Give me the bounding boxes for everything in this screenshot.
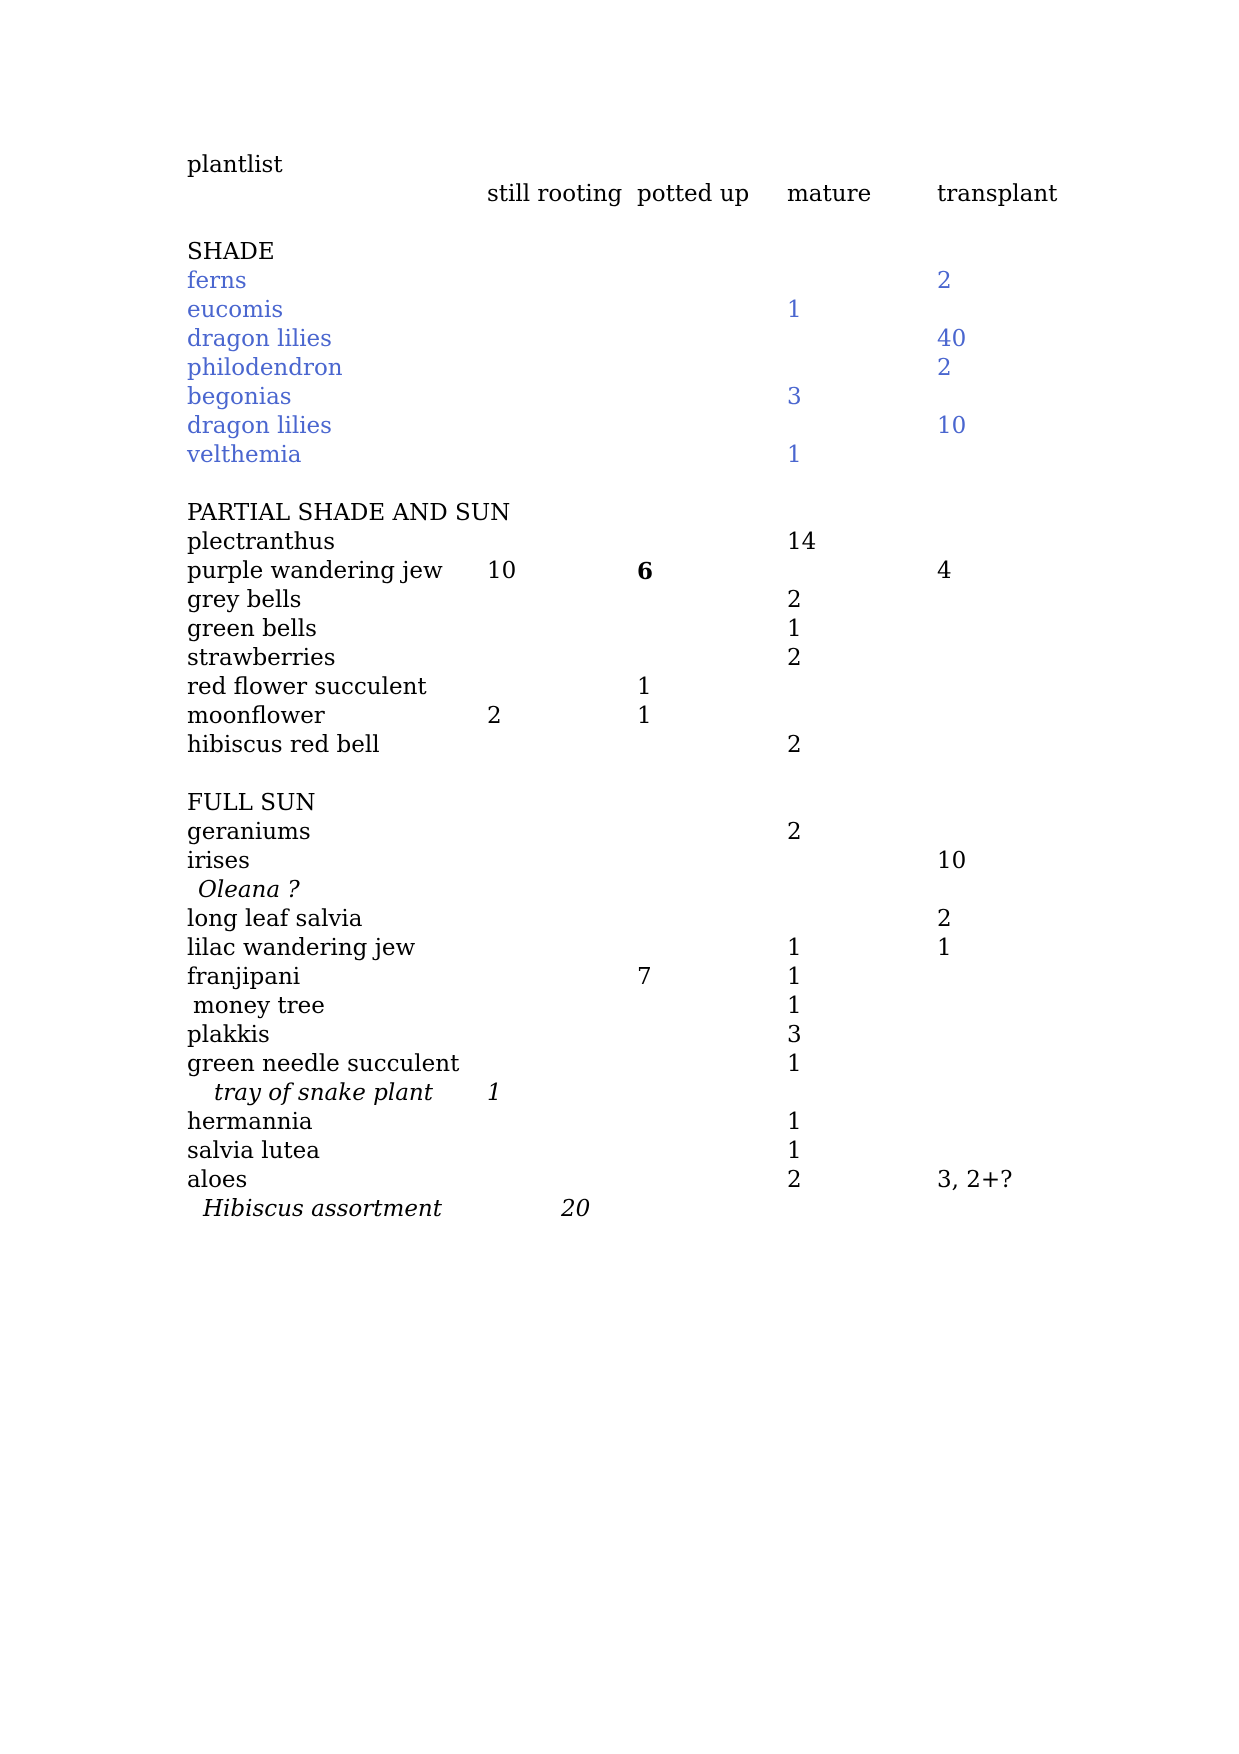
mature-count: 3 [787,384,802,410]
plant-name: dragon lilies [187,326,332,352]
table-row [0,818,1239,847]
plant-name: Hibiscus assortment [203,1196,442,1222]
mature-count: 2 [787,1167,802,1193]
still-rooting-count: 1 [487,1080,502,1106]
plant-name: grey bells [187,587,302,613]
mature-count: 1 [787,1051,802,1077]
table-row [0,586,1239,615]
table-row [0,963,1239,992]
mature-count: 2 [787,587,802,613]
transplant-count: 2 [937,906,952,932]
table-row [0,876,1239,905]
plant-name: green needle succulent [187,1051,460,1077]
table-row [0,1166,1239,1195]
table-row [0,992,1239,1021]
table-row [0,528,1239,557]
plant-name: hermannia [187,1109,313,1135]
mature-count: 1 [787,1138,802,1164]
table-row [0,1195,1239,1224]
transplant-count: 2 [937,268,952,294]
plant-name: franjipani [187,964,301,990]
transplant-count: 10 [937,413,967,439]
transplant-count: 4 [937,558,952,584]
transplant-count: 40 [937,326,967,352]
plant-name: plectranthus [187,529,336,555]
plant-name: irises [187,848,250,874]
potted-up-count: 1 [637,674,652,700]
plant-name: purple wandering jew [187,558,443,584]
section-heading: PARTIAL SHADE AND SUN [187,500,511,526]
plant-name: philodendron [187,355,343,381]
plant-name: salvia lutea [187,1138,320,1164]
transplant-count: 2 [937,355,952,381]
table-row [0,934,1239,963]
table-row [0,1050,1239,1079]
section-heading: SHADE [187,239,275,265]
table-row [0,1021,1239,1050]
table-row [0,1137,1239,1166]
plant-name: eucomis [187,297,284,323]
potted-up-count: 1 [637,703,652,729]
plant-name: long leaf salvia [187,906,363,932]
column-header-row [0,180,1239,209]
table-row [0,905,1239,934]
plant-name: Oleana ? [198,877,300,903]
section-heading: FULL SUN [187,790,316,816]
document-title: plantlist [187,152,283,178]
table-row [0,644,1239,673]
still-rooting-count: 10 [487,558,517,584]
mature-count: 2 [787,645,802,671]
plant-name: hibiscus red bell [187,732,380,758]
section-heading-shade [0,238,1239,267]
still-rooting-count: 20 [561,1196,591,1222]
mature-count: 2 [787,732,802,758]
mature-count: 1 [787,935,802,961]
transplant-count: 3, 2+? [937,1167,1013,1193]
table-row [0,615,1239,644]
table-row [0,354,1239,383]
plant-name: aloes [187,1167,248,1193]
table-row [0,412,1239,441]
mature-count: 1 [787,616,802,642]
header-transplant: transplant [937,181,1058,207]
transplant-count: 10 [937,848,967,874]
header-still-rooting: still rooting [487,181,623,207]
table-row [0,1079,1239,1108]
table-row [0,673,1239,702]
mature-count: 1 [787,1109,802,1135]
plant-name: moonflower [187,703,325,729]
transplant-count: 1 [937,935,952,961]
plant-name: red flower succulent [187,674,427,700]
table-row [0,702,1239,731]
plant-name: lilac wandering jew [187,935,416,961]
mature-count: 14 [787,529,817,555]
table-row [0,731,1239,760]
table-row [0,557,1239,586]
table-row [0,267,1239,296]
table-row [0,1108,1239,1137]
table-row [0,847,1239,876]
plant-name: plakkis [187,1022,270,1048]
plant-name: strawberries [187,645,336,671]
section-heading-full-sun [0,789,1239,818]
mature-count: 1 [787,993,802,1019]
table-row [0,441,1239,470]
potted-up-count: 7 [637,964,652,990]
table-row [0,296,1239,325]
mature-count: 1 [787,297,802,323]
title-line [0,151,1239,180]
plant-name: velthemia [187,442,302,468]
potted-up-count: 6 [637,558,654,585]
mature-count: 2 [787,819,802,845]
plant-name: money tree [193,993,325,1019]
plant-name: geraniums [187,819,311,845]
still-rooting-count: 2 [487,703,502,729]
mature-count: 1 [787,442,802,468]
header-potted-up: potted up [637,181,750,207]
header-mature: mature [787,181,872,207]
mature-count: 3 [787,1022,802,1048]
plant-name: ferns [187,268,247,294]
plant-name: dragon lilies [187,413,332,439]
table-row [0,383,1239,412]
plant-name: begonias [187,384,292,410]
table-row [0,325,1239,354]
plant-name: tray of snake plant [214,1080,433,1106]
section-heading-partial-shade [0,499,1239,528]
mature-count: 1 [787,964,802,990]
plant-name: green bells [187,616,317,642]
